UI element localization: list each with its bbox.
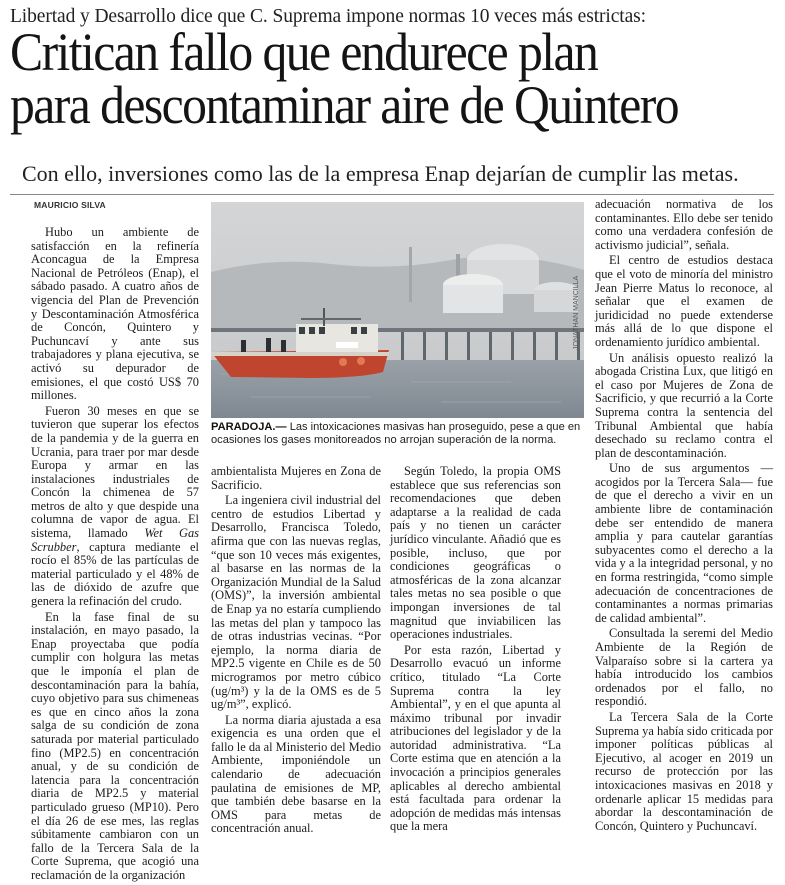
headline-line-2: para descontaminar aire de Quintero — [10, 75, 679, 135]
kicker: Libertad y Desarrollo dice que C. Suprema impone normas 10 veces más estrictas: — [10, 6, 646, 27]
paragraph: Por esta razón, Libertad y Desarrollo evacuó un informe crítico, titulado “La Corte Suprema contra la ley Ambiental”, y en el que apunta al máximo tribunal por invadir atribuciones del legislador y de la autoridad administrativa. “La Corte estima que en atención a la invocación a principios generales aplicables al derecho ambiental está facultada para ordenar la adopción de medidas más intensas que la mera — [390, 642, 561, 834]
italic-term: Wet Gas Scrubber — [31, 526, 199, 554]
caption-lead: PARADOJA.— — [211, 421, 287, 433]
body-column-3 — [390, 465, 561, 836]
paragraph: Consultada la seremi del Medio Ambiente de la Región de Valparaíso sobre si la cartera ya había introducido los cambios ordenados por el fallo, no respondió. — [595, 626, 773, 709]
subheadline: Con ello, inversiones como las de la empresa Enap dejarían de cumplir las metas. — [22, 161, 739, 186]
paragraph: En la fase final de su instalación, en mayo pasado, la Enap proyectaba que podía cumplir con holgura las metas que le imponía el plan de descontaminación para la bahía, cuyo objetivo para sus chimeneas es que en cinco años la zona salga de su condición de zona saturada por material particulado fino (MP2.5) en concentración anual, y de su condición de latencia para la concentración diaria de MP2.5 y material particulado grueso (MP10). Pero el día 26 de ese mes, las reglas súbitamente cambiaron con un fallo de la Tercera Sala de la Corte Suprema, que acogió una reclamación de la organización — [31, 609, 199, 882]
paragraph: adecuación normativa de los contaminantes. Ello debe ser tenido como una verdadera confesión de activismo judicial”, señala. — [595, 197, 773, 252]
paragraph: Un análisis opuesto realizó la abogada Cristina Lux, que litigó en el caso por Mujeres de Zona de Sacrificio, y que recurrió a la Corte Suprema contra la sentencia del Tribunal Ambiental que había desechado su reclamo contra el plan de descontaminación. — [595, 350, 773, 460]
body-column-2 — [211, 465, 381, 838]
divider — [10, 194, 774, 195]
paragraph: Uno de sus argumentos —acogidos por la Tercera Sala— fue de que el derecho a vivir en un ambiente libre de contaminación debe ser entendido de manera amplia y para cautelar garantías subyacentes como el derecho a la vida y a la integridad personal, y no en forma restringida, “como simple adecuación de concentraciones de contaminantes a normas primarias de calidad ambiental”. — [595, 461, 773, 625]
paragraph: El centro de estudios destaca que el voto de minoría del ministro Jean Pierre Matus lo reconoce, al señalar que el examen de juridicidad no puede extenderse más allá de lo que dispone el ordenamiento jurídico ambiental. — [595, 253, 773, 349]
photo-caption — [211, 421, 584, 446]
paragraph: Hubo un ambiente de satisfacción en la refinería Aconcagua de la Empresa Nacional de Petróleos (Enap), el sábado pasado. A cuatro años de vigencia del Plan de Prevención y Descontaminación Atmosférica de Concón, Quintero y Puchuncaví y ante sus trabajadores y plana ejecutiva, se activó su depurador de emisiones, el que costó US$ 70 millones. — [31, 225, 199, 403]
harbor-photo — [211, 202, 584, 418]
headline-line-1: Critican fallo que endurece plan — [10, 22, 598, 82]
body-column-1 — [31, 226, 199, 885]
paragraph: Según Toledo, la propia OMS establece que sus referencias son recomendaciones que deben adaptarse a la realidad de cada país y no tienen un carácter jurídico vinculante. Añadió que es posible, incluso, que por condiciones geográficas o atmosféricas de la zona alcanzar tales metas no sea posible o que impongan inversiones de tal magnitud que inviabilicen las operaciones industriales. — [390, 464, 561, 642]
byline: MAURICIO SILVA — [34, 200, 106, 210]
paragraph: Fueron 30 meses en que se tuvieron que superar los efectos de la pandemia y de la guerra en Ucrania, para traer por mar desde Europa y armar en las instalaciones industriales de Concón la chimenea de 57 metros de alto y que despide una columna de vapor de agua. El sistema, llamado Wet Gas Scrubber, captura mediante el rocío el 85% de las partículas de material particulado y el 48% de las de dióxido de azufre que genera la refinación del crudo. — [31, 403, 199, 609]
body-column-4 — [595, 198, 773, 835]
paragraph: ambientalista Mujeres en Zona de Sacrificio. — [211, 464, 381, 492]
paragraph: La ingeniera civil industrial del centro de estudios Libertad y Desarrollo, Francisca Toledo, afirma que con las nuevas reglas, “que son 10 veces más exigentes, al basarse en las normas de la Organización Mundial de la Salud (OMS)”, la inversión ambiental de Enap ya no estaría cumpliendo las metas del plan y tampoco las de otras industrias vecinas. “Por ejemplo, la norma diaria de MP2.5 vigente en Chile es de 50 microgramos por metro cúbico (ug/m³) y la de la OMS es de 5 ug/m³”, explicó. — [211, 493, 381, 712]
caption-text: Las intoxicaciones masivas han proseguido, pese a que en ocasiones los gases monitoreados no arrojan superación de la norma. — [211, 421, 581, 446]
paragraph: La norma diaria ajustada a esa exigencia es una orden que el fallo le da al Ministerio del Medio Ambiente, imponiéndole un calendario de adecuación paulatina de emisiones de MP, que también debe basarse en la OMS para metas de concentración anual. — [211, 712, 381, 836]
photo-credit: JONATHAN MANCILLA — [573, 275, 580, 350]
photo-illustration — [211, 202, 584, 418]
headline — [10, 22, 718, 135]
pier — [211, 328, 584, 332]
paragraph: La Tercera Sala de la Corte Suprema ya había sido criticada por imponer políticas públicas al Ejecutivo, al acoger en 2019 un recurso de protección por las intoxicaciones masivas en 2018 y ordenarle aplicar 15 medidas para abordar la descontaminación de Concón, Quintero y Puchuncaví. — [595, 709, 773, 833]
